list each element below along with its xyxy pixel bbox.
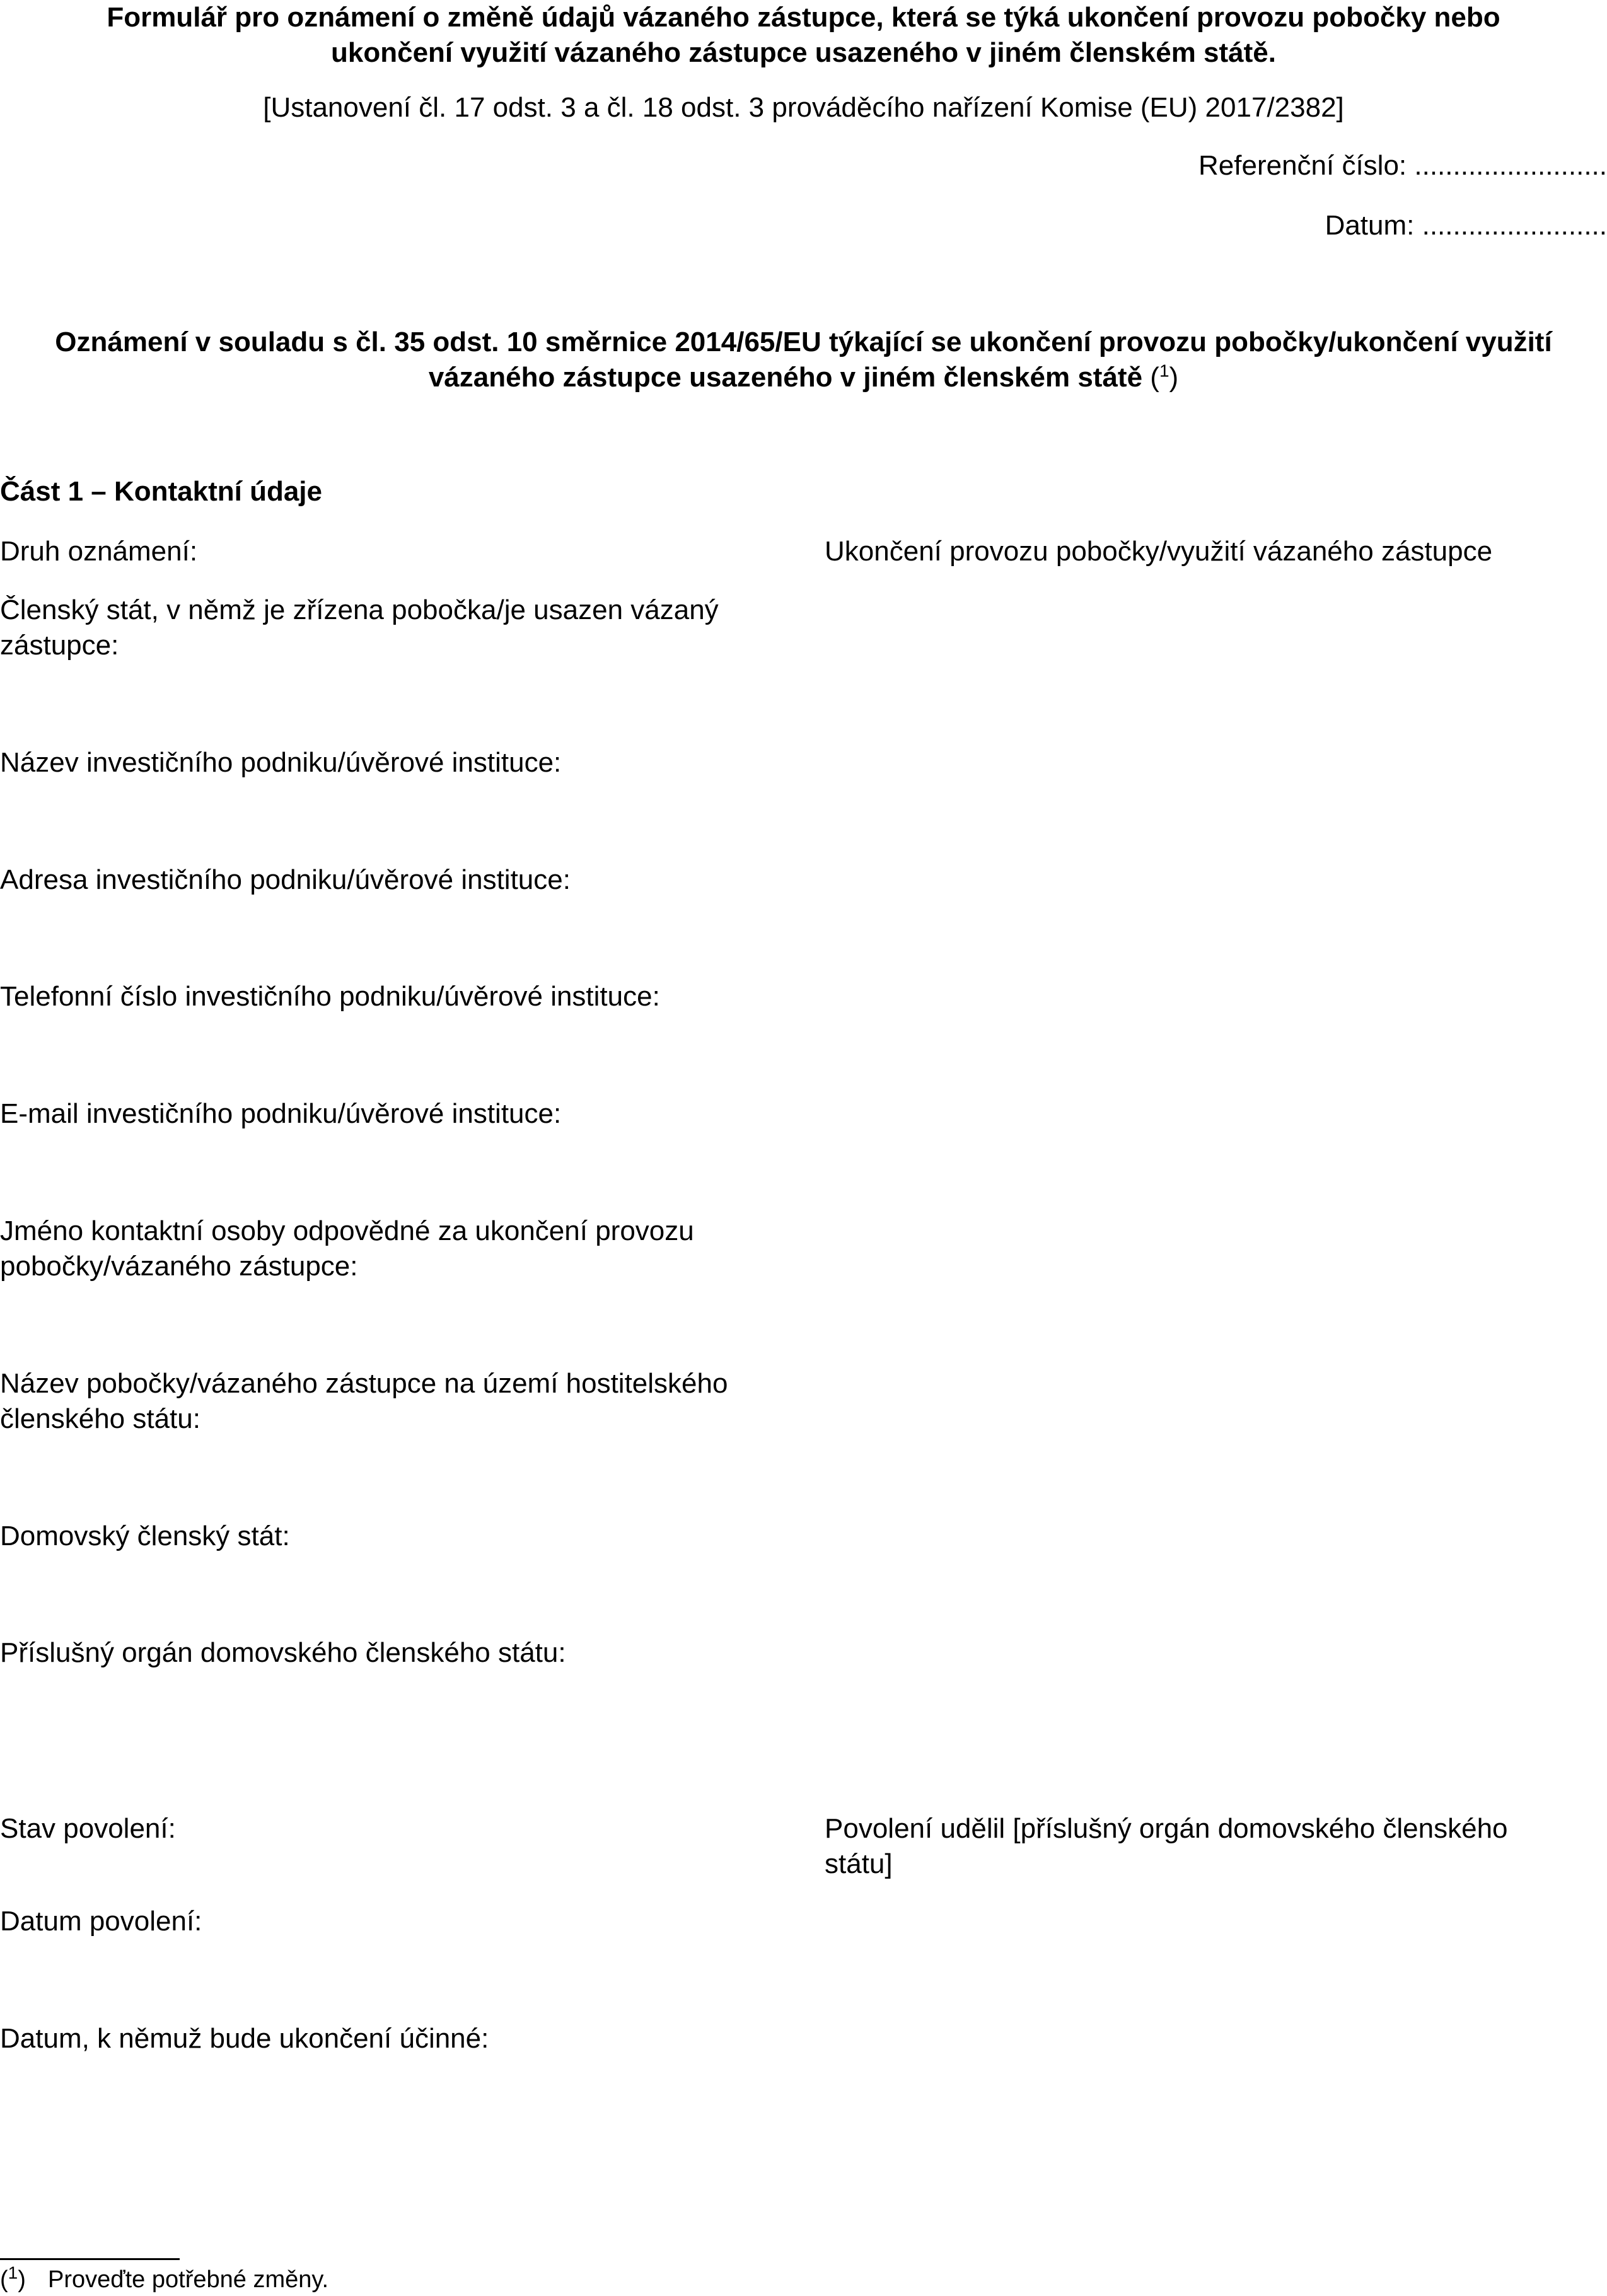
field-authorisation-status-label: Stav povolení: [0,1813,176,1844]
form-title [0,0,1607,71]
field-institution-phone-label: Telefonní číslo investičního podniku/úvěrové instituce: [0,981,660,1012]
footnote-marker-close: ) [18,2266,26,2293]
notice-line-2 [0,360,1607,395]
field-contact-person-label [0,1214,794,1284]
date-text: Datum: ........................ [1325,210,1607,241]
field-institution-name-label: Název investičního podniku/úvěrové instituce: [0,747,562,778]
field-notification-type-value: Ukončení provozu pobočky/využití vázaného zástupce [825,536,1493,567]
section-1-heading: Část 1 – Kontaktní údaje [0,476,323,507]
field-authorisation-status-value [825,1811,1606,1882]
field-institution-email-label: E-mail investičního podniku/úvěrové instituce: [0,1098,562,1129]
field-member-state-label [0,593,794,663]
field-authorisation-status-value-line-2: státu] [825,1848,893,1879]
footnote-separator [0,2258,180,2260]
footnote-text: Proveďte potřebné změny. [48,2266,329,2293]
footnote-marker [0,2264,48,2295]
field-home-member-state-label: Domovský členský stát: [0,1521,290,1551]
form-title-line-1: Formulář pro oznámení o změně údajů vázaného zástupce, která se týká ukončení provozu pobočky nebo [107,2,1500,33]
field-competent-authority-label: Příslušný orgán domovského členského státu: [0,1637,566,1668]
field-institution-address-label: Adresa investičního podniku/úvěrové instituce: [0,864,571,895]
notice-line-1: Oznámení v souladu s čl. 35 odst. 10 směrnice 2014/65/EU týkající se ukončení provozu pobočky/ukončení využití [55,327,1552,357]
field-notification-type-label: Druh oznámení: [0,536,198,567]
field-branch-name-label-line-1: Název pobočky/vázaného zástupce na území hostitelského [0,1368,728,1399]
field-branch-name-label [0,1366,794,1437]
field-authorisation-date-label: Datum povolení: [0,1906,202,1937]
field-branch-name-label-line-2: členského státu: [0,1403,200,1434]
footnote-marker-number: 1 [8,2263,18,2283]
reference-number-text: Referenční číslo: ......................... [1198,150,1607,181]
reference-number-label [1198,148,1607,183]
footnote-ref-open: ( [1142,362,1159,393]
footnote [0,2264,328,2295]
notice-heading [0,325,1607,395]
date-label [1325,208,1607,243]
form-title-line-2: ukončení využití vázaného zástupce usazeného v jiném členském státě. [331,37,1276,68]
field-member-state-label-line-2: zástupce: [0,630,119,661]
footnote-ref-close: ) [1169,362,1179,393]
field-authorisation-status-value-line-1: Povolení udělil [příslušný orgán domovského členského [825,1813,1508,1844]
field-contact-person-label-line-2: pobočky/vázaného zástupce: [0,1251,358,1282]
legal-basis: [Ustanovení čl. 17 odst. 3 a čl. 18 odst. 3 prováděcího nařízení Komise (EU) 2017/2382] [263,92,1344,123]
footnote-ref-number: 1 [1159,361,1169,381]
field-effective-date-label: Datum, k němuž bude ukončení účinné: [0,2023,489,2054]
field-contact-person-label-line-1: Jméno kontaktní osoby odpovědné za ukončení provozu [0,1215,694,1246]
footnote-marker-open: ( [0,2266,8,2293]
field-member-state-label-line-1: Členský stát, v němž je zřízena pobočka/je usazen vázaný [0,594,719,625]
notice-line-2-text: vázaného zástupce usazeného v jiném členském státě [428,362,1143,393]
footnote-reference [1142,362,1178,393]
